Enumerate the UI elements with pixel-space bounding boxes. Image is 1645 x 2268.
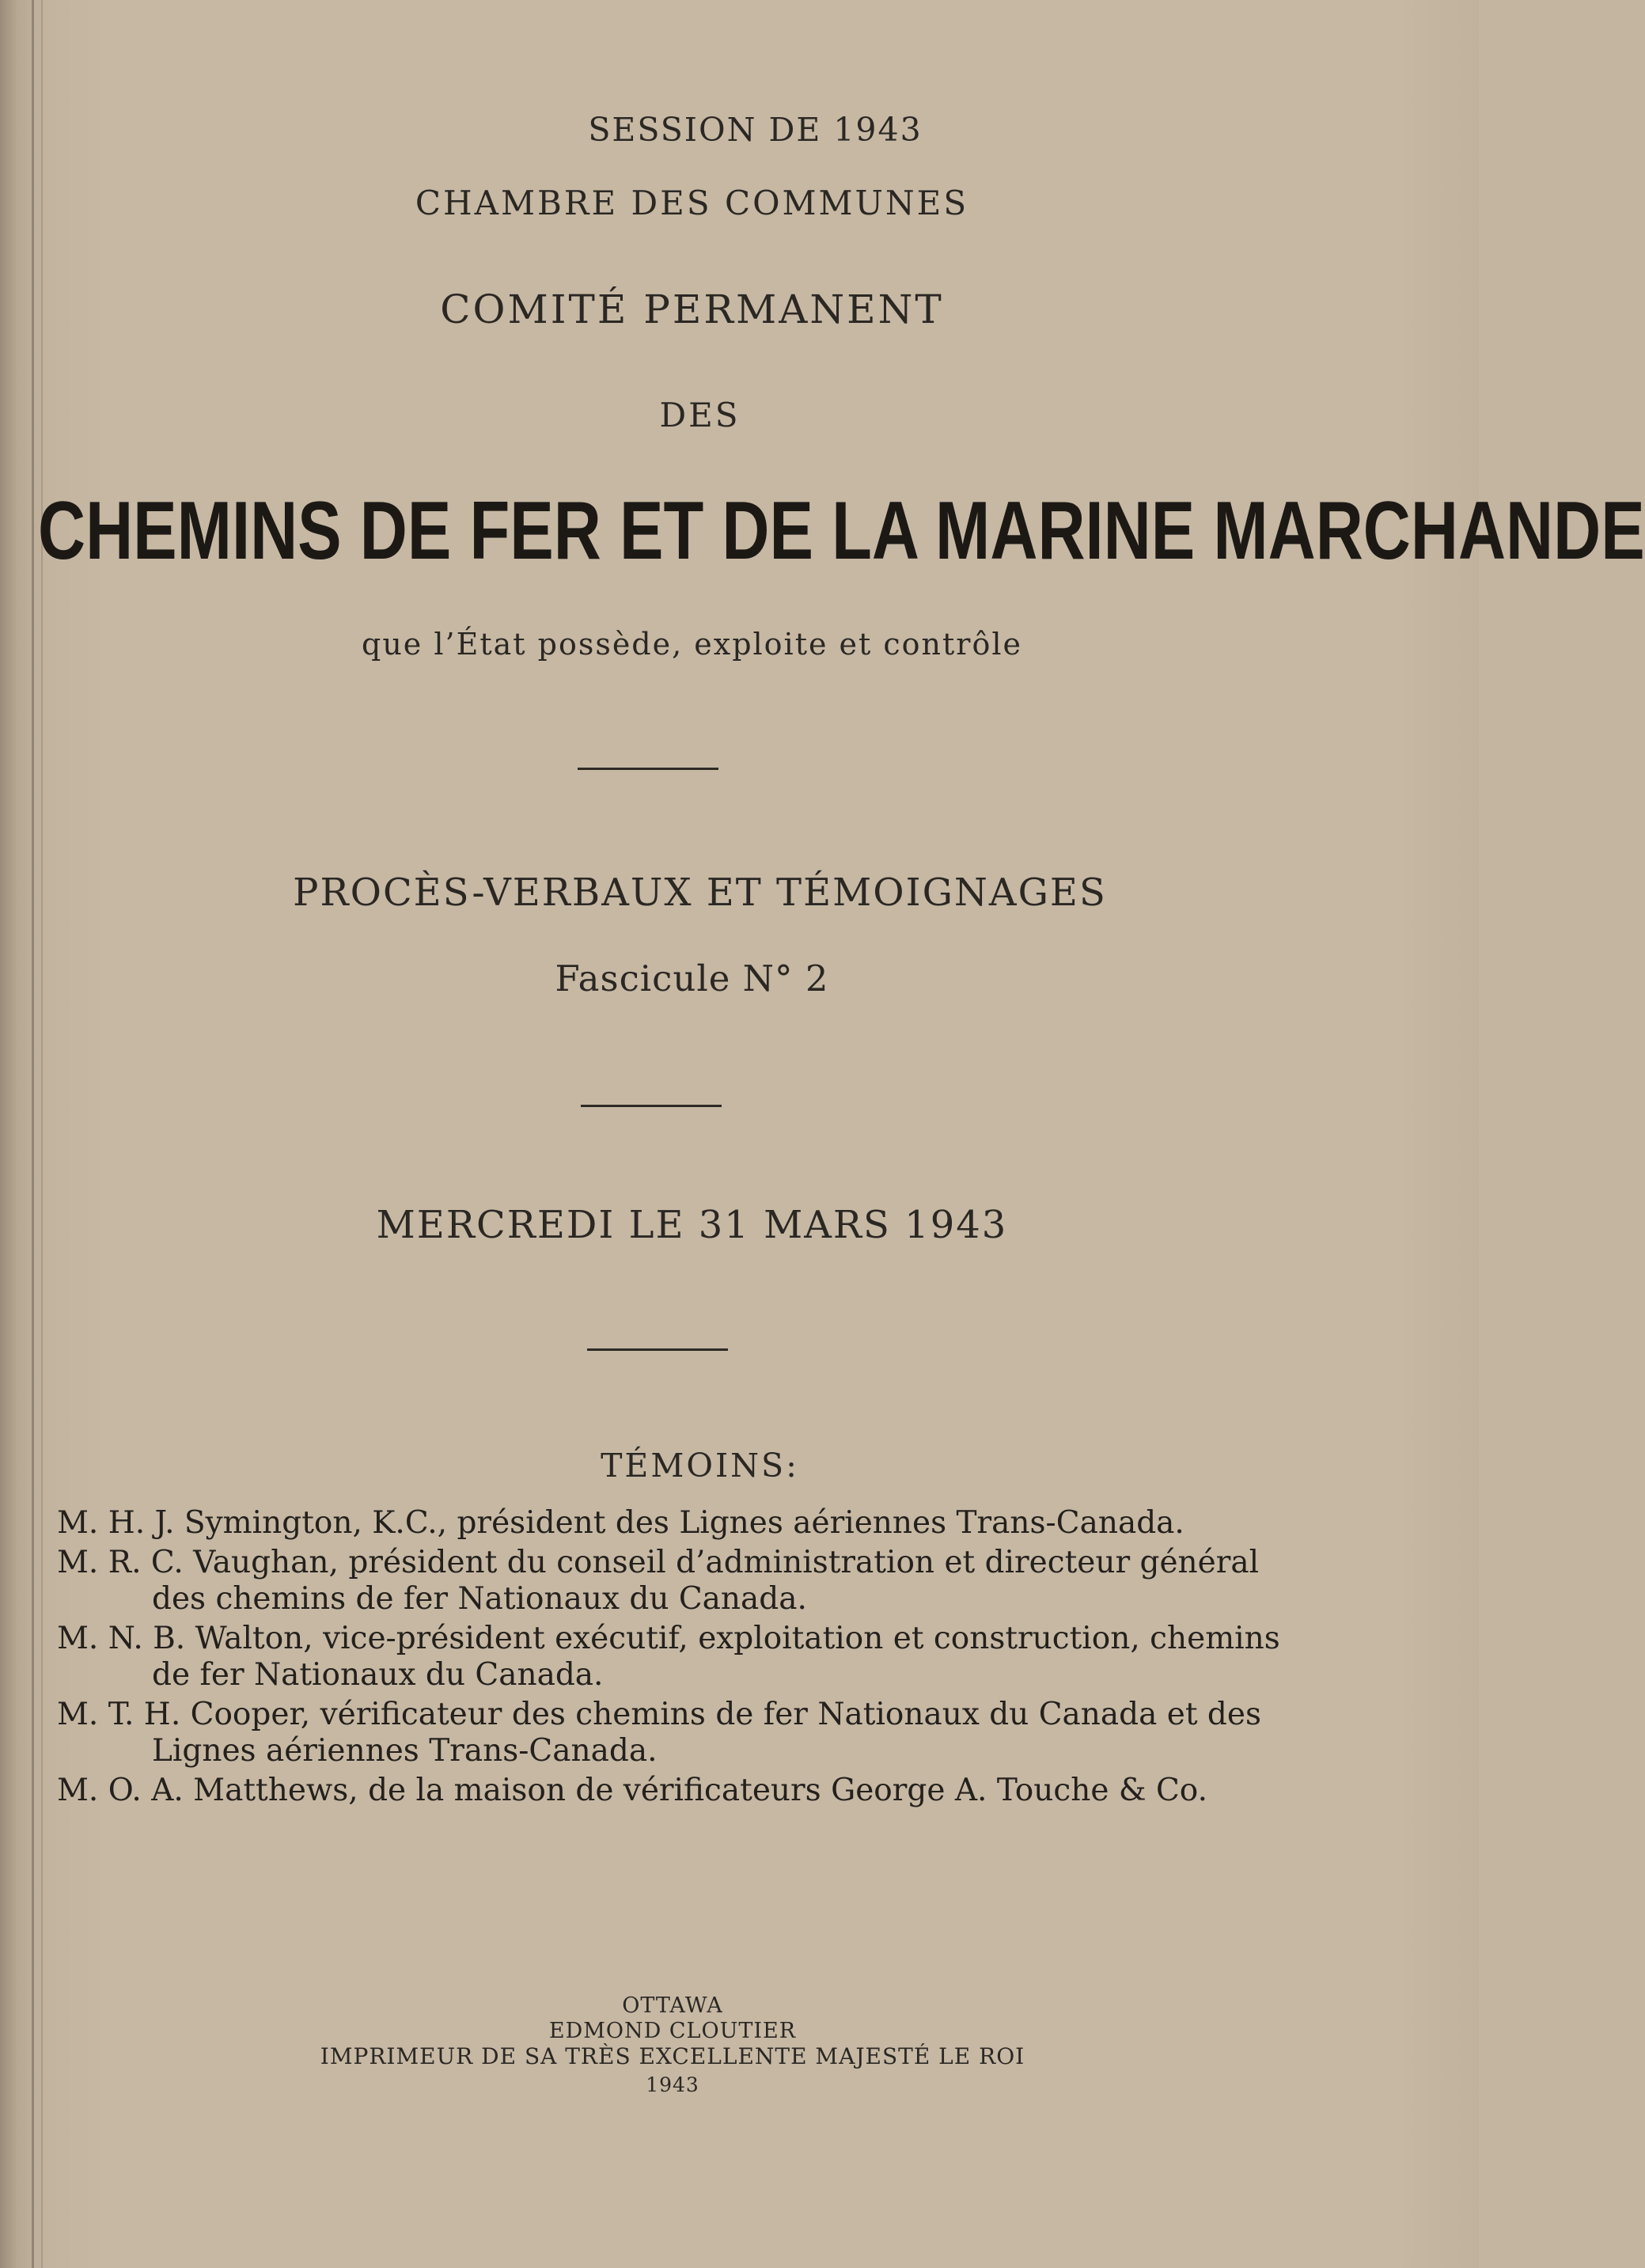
proceedings-title: PROCÈS-VERBAUX ET TÉMOIGNAGES (293, 870, 1107, 915)
witness-item: M. R. C. Vaughan, président du conseil d’administration et directeur général des chemins de fer Nationaux du Canada. (57, 1545, 1260, 1617)
divider-rule (587, 1348, 728, 1351)
des-line: DES (659, 396, 741, 434)
main-title: CHEMINS DE FER ET DE LA MARINE MARCHANDE (38, 485, 1645, 577)
session-line: SESSION DE 1943 (588, 111, 923, 149)
committee-line: COMITÉ PERMANENT (440, 286, 944, 332)
chamber-line: CHAMBRE DES COMMUNES (415, 184, 969, 222)
witness-item: M. N. B. Walton, vice-président exécutif, exploitation et construction, chemins de fer Nationaux du Canada. (57, 1621, 1280, 1693)
imprint-city: OTTAWA (622, 1993, 723, 2018)
divider-rule (581, 1105, 722, 1107)
witnesses-heading: TÉMOINS: (601, 1447, 799, 1485)
divider-rule (578, 768, 718, 770)
binding-edge-inner (41, 0, 43, 2268)
imprint-year: 1943 (646, 2073, 699, 2096)
witness-item: M. H. J. Symington, K.C., président des Lignes aériennes Trans-Canada. (57, 1505, 1184, 1541)
witness-item: M. T. H. Cooper, vérificateur des chemins de fer Nationaux du Canada et des Lignes aériennes Trans-Canada. (57, 1697, 1261, 1769)
meeting-date: MERCREDI LE 31 MARS 1943 (376, 1203, 1008, 1247)
imprint-printer-title: IMPRIMEUR DE SA TRÈS EXCELLENTE MAJESTÉ LE ROI (320, 2043, 1025, 2069)
witness-list (57, 1505, 1291, 1812)
binding-edge (32, 0, 34, 2268)
subtitle: que l’État possède, exploite et contrôle (362, 627, 1022, 662)
fascicle-number: Fascicule N° 2 (555, 958, 829, 999)
witness-item: M. O. A. Matthews, de la maison de vérificateurs George A. Touche & Co. (57, 1773, 1207, 1808)
imprint-printer-name: EDMOND CLOUTIER (548, 2019, 797, 2043)
